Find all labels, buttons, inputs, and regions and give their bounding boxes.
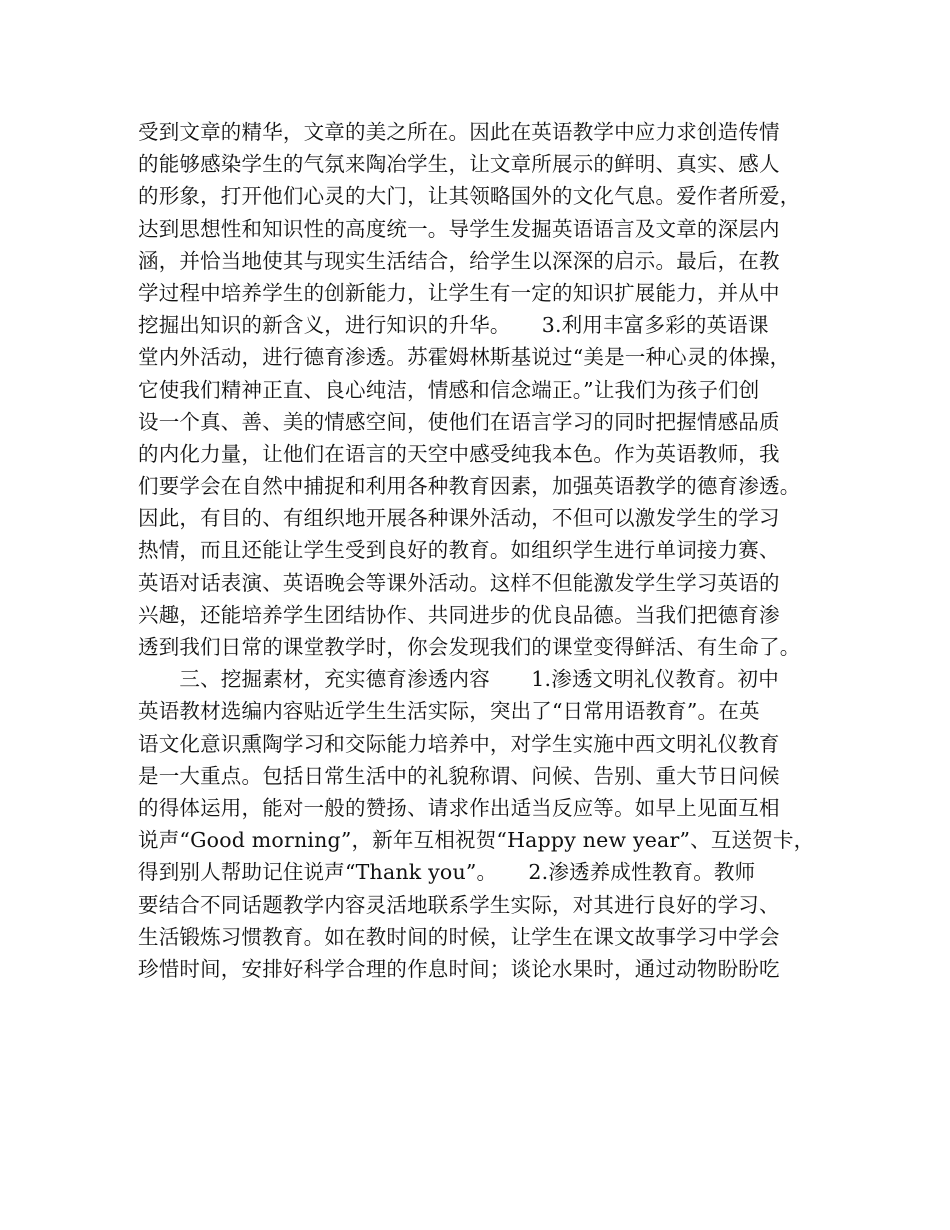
text-line: 因此，有目的、有组织地开展各种课外活动，不但可以激发学生的学习 <box>138 506 780 531</box>
text-line: 的能够感染学生的气氛来陶冶学生，让文章所展示的鲜明、真实、感人 <box>138 152 780 177</box>
text-line: 语文化意识熏陶学习和交际能力培养中，对学生实施中西文明礼仪教育 <box>138 731 780 756</box>
text-line: 学过程中培养学生的创新能力，让学生有一定的知识扩展能力，并从中 <box>138 280 780 305</box>
text-line: 涵，并恰当地使其与现实生活结合，给学生以深深的启示。最后，在教 <box>138 248 780 273</box>
text-line: 英语教材选编内容贴近学生生活实际，突出了“日常用语教育”。在英 <box>138 699 760 724</box>
body-text <box>138 116 838 985</box>
text-line: 透到我们日常的课堂教学时，你会发现我们的课堂变得鲜活、有生命了。 <box>138 635 801 659</box>
text-line: 得到别人帮助记住说声“Thank you”。 2.渗透养成性教育。教师 <box>138 860 756 885</box>
text-line: 是一大重点。包括日常生活中的礼貌称谓、问候、告别、重大节日问候 <box>138 763 780 788</box>
text-line: 它使我们精神正直、良心纯洁，情感和信念端正。”让我们为孩子们创 <box>138 377 760 402</box>
text-line: 说声“Good morning”，新年互相祝贺“Happy new year”、互送贺卡， <box>138 828 815 853</box>
text-line: 的形象，打开他们心灵的大门，让其领略国外的文化气息。爱作者所爱， <box>138 184 801 209</box>
text-line: 英语对话表演、英语晚会等课外活动。这样不但能激发学生学习英语的 <box>138 570 780 595</box>
text-line: 要结合不同话题教学内容灵活地联系学生实际，对其进行良好的学习、 <box>138 892 780 917</box>
text-line: 设一个真、善、美的情感空间，使他们在语言学习的同时把握情感品质 <box>138 409 780 434</box>
text-line: 的内化力量，让他们在语言的天空中感受纯我本色。作为英语教师，我 <box>138 441 780 466</box>
text-line: 挖掘出知识的新含义，进行知识的升华。 3.利用丰富多彩的英语课 <box>138 313 769 338</box>
text-line: 生活锻炼习惯教育。如在教时间的时候，让学生在课文故事学习中学会 <box>138 924 780 949</box>
text-line: 的得体运用，能对一般的赞扬、请求作出适当反应等。如早上见面互相 <box>138 795 780 820</box>
text-line: 达到思想性和知识性的高度统一。导学生发掘英语语言及文章的深层内 <box>138 216 780 241</box>
text-line: 兴趣，还能培养学生团结协作、共同进步的优良品德。当我们把德育渗 <box>138 602 780 627</box>
text-line: 堂内外活动，进行德育渗透。苏霍姆林斯基说过“美是一种心灵的体操， <box>138 345 791 370</box>
text-line: 珍惜时间，安排好科学合理的作息时间；谈论水果时，通过动物盼盼吃 <box>138 956 780 981</box>
text-line: 热情，而且还能让学生受到良好的教育。如组织学生进行单词接力赛、 <box>138 538 780 563</box>
text-line: 们要学会在自然中捕捉和利用各种教育因素，加强英语教学的德育渗透。 <box>138 474 801 499</box>
text-line: 三、挖掘素材，充实德育渗透内容 1.渗透文明礼仪教育。初中 <box>138 667 779 692</box>
text-line: 受到文章的精华，文章的美之所在。因此在英语教学中应力求创造传情 <box>138 120 780 144</box>
